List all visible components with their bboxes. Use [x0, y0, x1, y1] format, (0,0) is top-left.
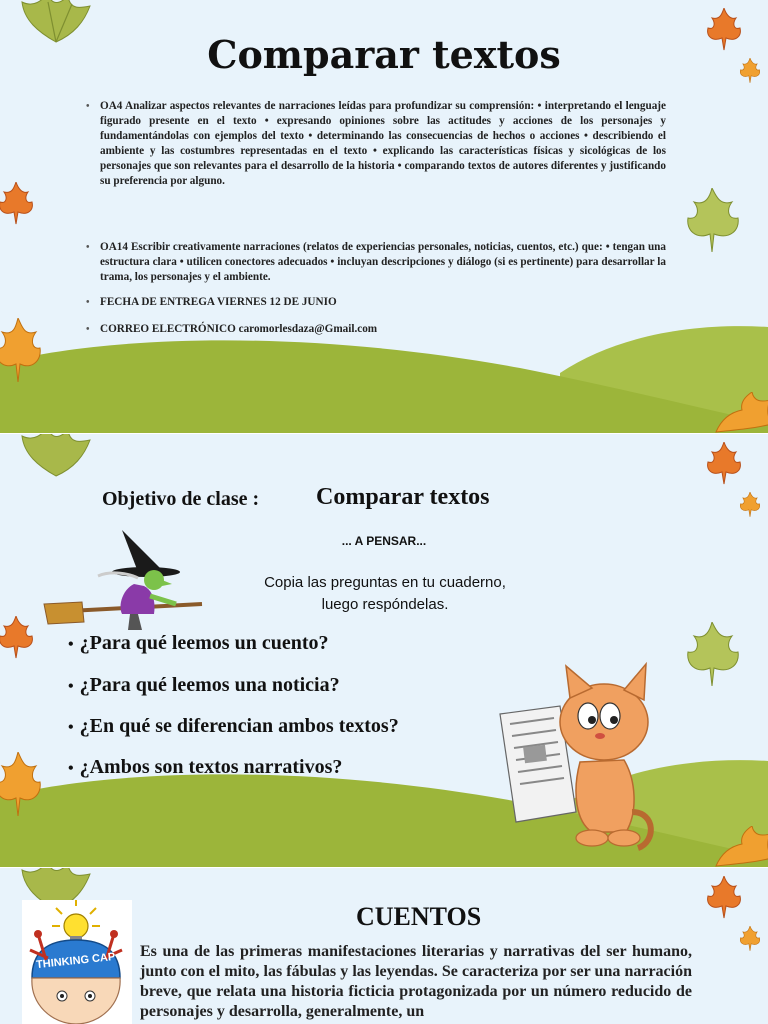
slide-1 — [0, 0, 768, 433]
bullet-text: OA14 Escribir creativamente narraciones (relatos de experiencias personales, noticias, cuentos, etc.) que: • tengan una estructura clara • utilicen conectores adecuados • incluyan descripciones y diálogo (si es pertinente) para desarrollar la trama, los personajes y el ambiente. — [100, 241, 666, 283]
orange-leaf-icon — [0, 182, 36, 226]
orange-leaf-icon — [712, 392, 768, 433]
orange-leaf-icon — [704, 442, 744, 486]
orange-leaf-icon — [0, 318, 42, 384]
small-orange-leaf-icon — [738, 492, 762, 518]
bullet-text: FECHA DE ENTREGA VIERNES 12 DE JUNIO — [100, 296, 337, 308]
bullet-dot-icon: • — [68, 719, 74, 736]
orange-leaf-icon — [712, 826, 768, 867]
think-heading: ... A PENSAR... — [341, 534, 427, 548]
question-item — [68, 674, 340, 697]
instruction-line-1: Copia las preguntas en tu cuaderno, — [264, 574, 506, 591]
green-leaf-icon — [684, 188, 742, 254]
orange-leaf-icon — [704, 876, 744, 920]
question-text: ¿Para qué leemos un cuento? — [79, 632, 329, 654]
bullet-dot-icon: • — [86, 297, 90, 308]
bullet-due-date — [86, 295, 666, 310]
question-item — [68, 715, 399, 738]
orange-leaf-icon — [0, 752, 42, 818]
page-title: Comparar textos — [207, 32, 561, 77]
instruction-line-2: luego respóndelas. — [321, 596, 449, 613]
question-item — [68, 632, 329, 655]
instruction-text — [220, 572, 550, 616]
thinking-cap-illustration — [22, 900, 132, 1024]
small-orange-leaf-icon — [738, 926, 762, 952]
question-text: ¿En qué se diferencian ambos textos? — [79, 715, 399, 737]
bullet-dot-icon: • — [86, 324, 90, 335]
slide-2 — [0, 434, 768, 867]
cap-label: THINKING CAP — [35, 950, 116, 972]
objective-label: Objetivo de clase : — [102, 488, 260, 510]
bullet-text: OA4 Analizar aspectos relevantes de narraciones leídas para profundizar su comprensión: • interpretando el lenguaje figurado presente en el texto • expresando opiniones sobre las actitudes y acciones de los personajes y fundamentándolas con ejemplos del texto • determinando las consecuencias de hechos o acciones • describiendo el ambiente y las costumbres representadas en el texto • explicando las características físicas y sicológicas de los personajes que son relevantes para el desarrollo de la historia • comparando textos de autores diferentes y justificando su preferencia por alguno. — [100, 100, 666, 187]
objective-title: Comparar textos — [316, 484, 490, 510]
section-body: Es una de las primeras manifestaciones literarias y narrativas del ser humano, junto con el mito, las fábulas y las leyendas. Se caracteriza por ser una narración breve, que relata una historia ficticia protagonizada por un número reducido de personajes y desarrolla, generalmente, un — [140, 943, 692, 1020]
bullet-oa14 — [86, 240, 666, 285]
question-text: ¿Para qué leemos una noticia? — [79, 674, 340, 696]
bullet-text: CORREO ELECTRÓNICO caromorlesdaza@Gmail.com — [100, 323, 378, 335]
bullet-dot-icon: • — [86, 101, 90, 112]
bullet-email — [86, 322, 666, 337]
bullet-dot-icon: • — [68, 636, 74, 653]
green-leaf-icon — [684, 622, 742, 688]
green-leaf-icon — [18, 434, 94, 478]
bullet-dot-icon: • — [68, 678, 74, 695]
bullet-dot-icon: • — [86, 242, 90, 253]
orange-leaf-icon — [0, 616, 36, 660]
section-title: CUENTOS — [356, 902, 482, 931]
slide-3 — [0, 868, 768, 1024]
question-item — [68, 756, 342, 779]
bullet-oa4 — [86, 99, 666, 189]
question-text: ¿Ambos son textos narrativos? — [79, 756, 343, 778]
cat-reading-newspaper-illustration — [496, 662, 666, 852]
bullet-dot-icon: • — [68, 760, 74, 777]
